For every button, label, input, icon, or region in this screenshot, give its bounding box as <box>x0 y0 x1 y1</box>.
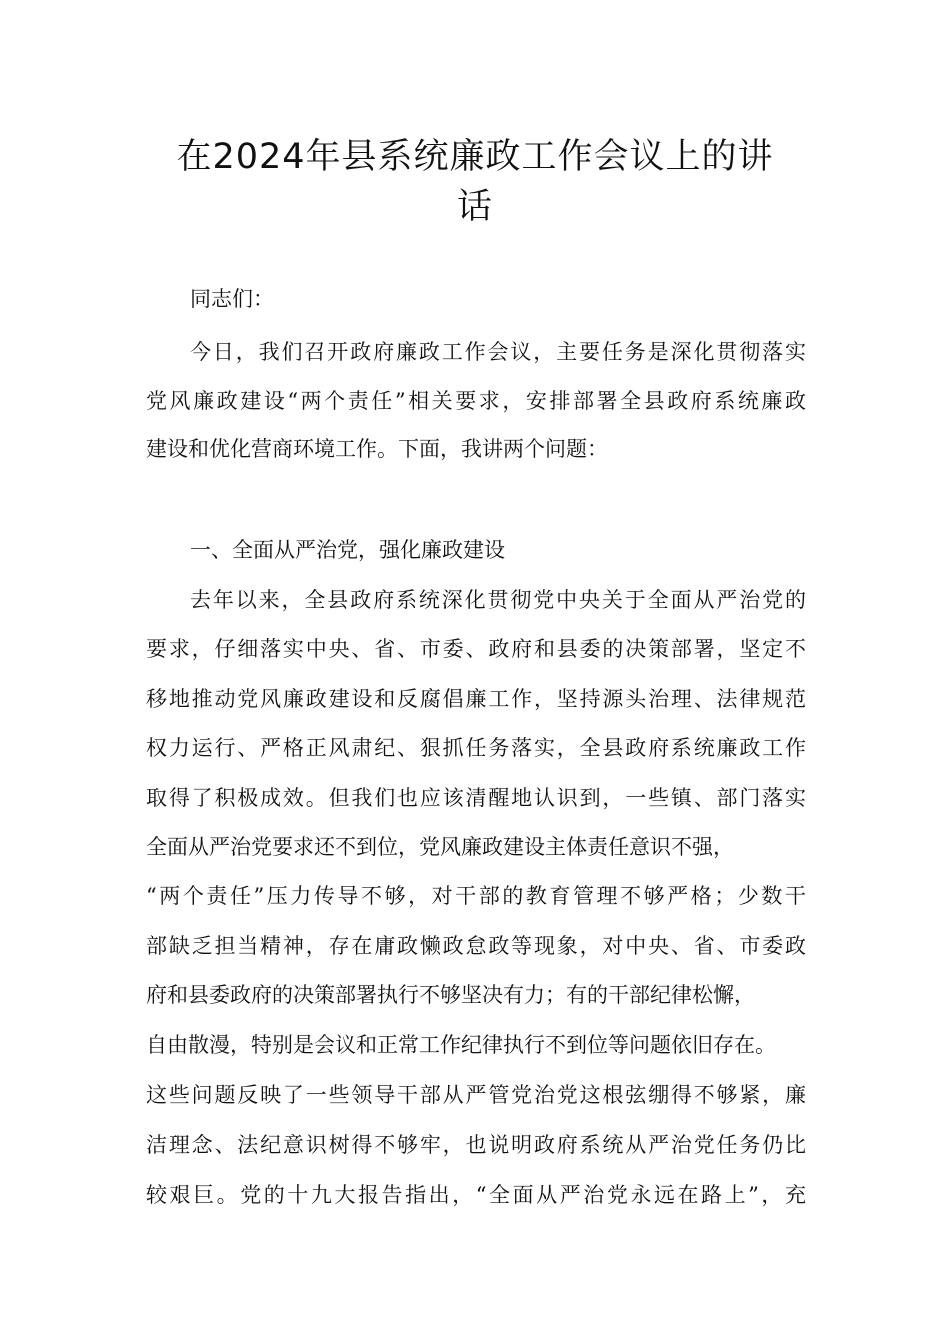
body-line: “两个责任”压力传导不够，对干部的教育管理不够严格；少数干 <box>146 884 806 908</box>
intro-line: 今日，我们召开政府廉政工作会议，主要任务是深化贯彻落实 <box>190 340 806 364</box>
intro-line: 党风廉政建设“两个责任”相关要求，安排部署全县政府系统廉政 <box>146 389 806 413</box>
body-line: 权力运行、严格正风肃纪、狠抓任务落实，全县政府系统廉政工作 <box>146 736 806 760</box>
body-line: 去年以来，全县政府系统深化贯彻党中央关于全面从严治党的 <box>190 588 806 612</box>
body-line: 这些问题反映了一些领导干部从严管党治党这根弦绷得不够紧，廉 <box>146 1083 806 1107</box>
body-line: 自由散漫，特别是会议和正常工作纪律执行不到位等问题依旧存在。 <box>146 1033 776 1057</box>
section-heading: 一、全面从严治党，强化廉政建设 <box>190 538 505 562</box>
body-line: 移地推动党风廉政建设和反腐倡廉工作，坚持源头治理、法律规范 <box>146 687 806 711</box>
body-line: 洁理念、法纪意识树得不够牢，也说明政府系统从严治党任务仍比 <box>146 1133 806 1157</box>
intro-line: 建设和优化营商环境工作。下面，我讲两个问题： <box>146 437 608 461</box>
salutation: 同志们： <box>190 287 274 311</box>
body-line: 较艰巨。党的十九大报告指出，“全面从严治党永远在路上”，充 <box>146 1183 806 1207</box>
body-line: 要求，仔细落实中央、省、市委、政府和县委的决策部署，坚定不 <box>146 637 806 661</box>
body-line: 府和县委政府的决策部署执行不够坚决有力；有的干部纪律松懈， <box>146 983 755 1007</box>
body-line: 全面从严治党要求还不到位，党风廉政建设主体责任意识不强， <box>146 835 734 859</box>
body-line: 取得了积极成效。但我们也应该清醒地认识到，一些镇、部门落实 <box>146 786 806 810</box>
document-title-line-1: 在2024年县系统廉政工作会议上的讲 <box>176 137 774 177</box>
body-line: 部缺乏担当精神，存在庸政懒政怠政等现象，对中央、省、市委政 <box>146 934 806 958</box>
document-title-line-2: 话 <box>456 187 493 227</box>
